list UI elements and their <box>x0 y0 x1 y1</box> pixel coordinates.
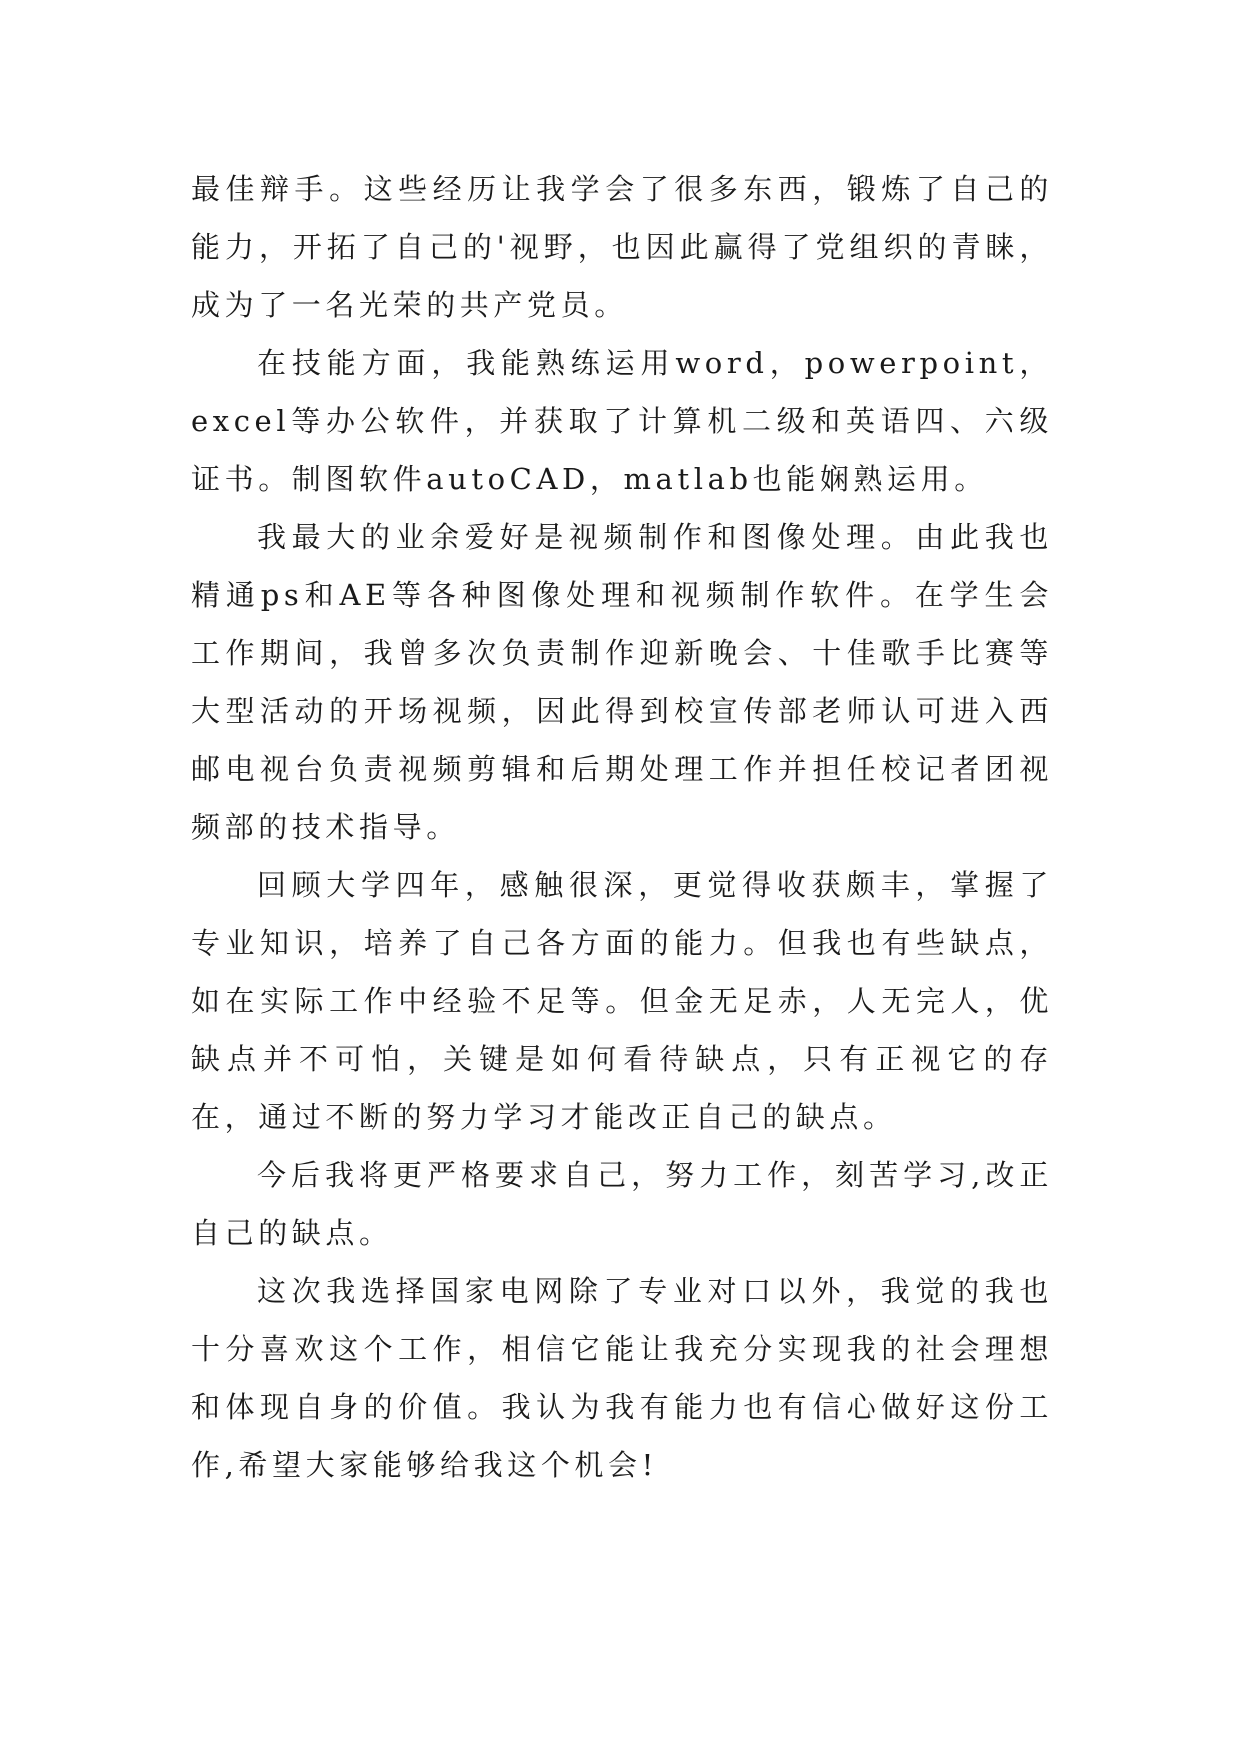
document-body <box>191 160 1053 1494</box>
paragraph-5: 今后我将更严格要求自己，努力工作，刻苦学习,改正自己的缺点。 <box>191 1158 1053 1250</box>
paragraph-6: 这次我选择国家电网除了专业对口以外，我觉的我也十分喜欢这个工作，相信它能让我充分实现我的社会理想和体现自身的价值。我认为我有能力也有信心做好这份工作,希望大家能够给我这个机会! <box>191 1274 1053 1482</box>
paragraph-2: 在技能方面，我能熟练运用word，powerpoint，excel等办公软件，并获取了计算机二级和英语四、六级证书。制图软件autoCAD，matlab也能娴熟运用。 <box>191 346 1053 496</box>
paragraph-4: 回顾大学四年，感触很深，更觉得收获颇丰，掌握了专业知识，培养了自己各方面的能力。但我也有些缺点，如在实际工作中经验不足等。但金无足赤，人无完人，优缺点并不可怕，关键是如何看待缺点，只有正视它的存在，通过不断的努力学习才能改正自己的缺点。 <box>191 868 1053 1134</box>
paragraph-3: 我最大的业余爱好是视频制作和图像处理。由此我也精通ps和AE等各种图像处理和视频制作软件。在学生会工作期间，我曾多次负责制作迎新晚会、十佳歌手比赛等大型活动的开场视频，因此得到校宣传部老师认可进入西邮电视台负责视频剪辑和后期处理工作并担任校记者团视频部的技术指导。 <box>191 520 1053 844</box>
paragraph-1: 最佳辩手。这些经历让我学会了很多东西，锻炼了自己的能力，开拓了自己的'视野，也因此赢得了党组织的青睐，成为了一名光荣的共产党员。 <box>191 172 1053 322</box>
